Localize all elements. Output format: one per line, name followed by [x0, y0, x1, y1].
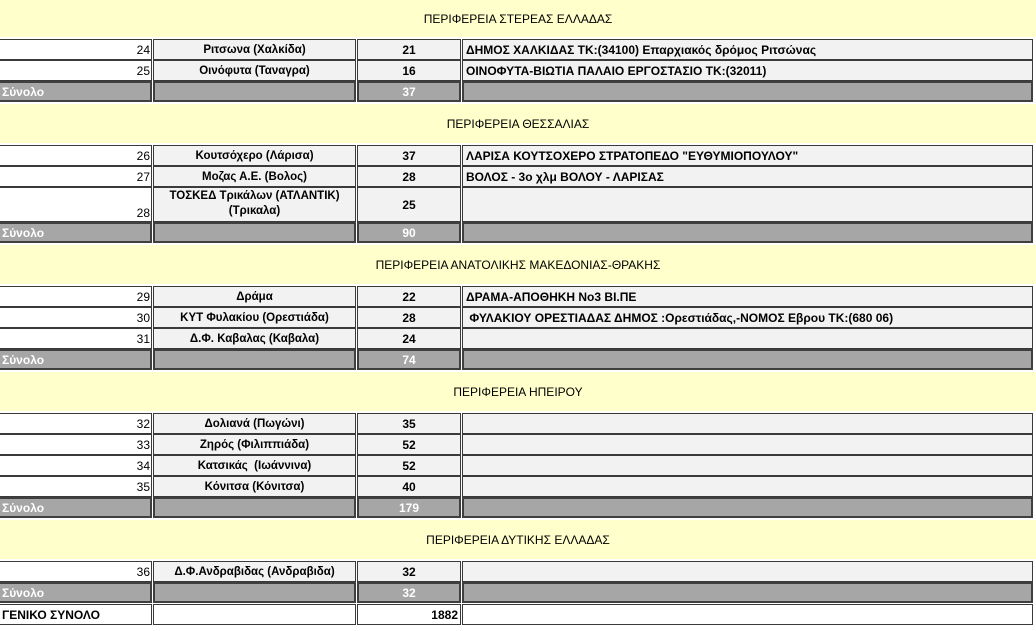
site-address: [462, 455, 1033, 476]
site-address: ΦΥΛΑΚΙΟΥ ΟΡΕΣΤΙΑΔΑΣ ΔΗΜΟΣ :Ορεστιάδας,-ΝΟΜΟΣ Εβρου ΤΚ:(680 06): [462, 307, 1033, 328]
region-header: [0, 104, 1036, 143]
region-title: ΠΕΡΙΦΕΡΕΙΑ ΣΤΕΡΕΑΣ ΕΛΛΑΔΑΣ: [423, 11, 613, 26]
total-label: Σύνολο: [0, 582, 152, 603]
row-number: 26: [0, 145, 152, 166]
table-row[interactable]: [0, 60, 1036, 81]
row-number: 31: [0, 328, 152, 349]
table-row[interactable]: [0, 413, 1036, 434]
table-row[interactable]: [0, 455, 1036, 476]
total-value: 179: [357, 497, 461, 518]
site-name: Κατσικάς (Ιωάννινα): [153, 455, 356, 476]
total-empty-cell: [153, 222, 356, 243]
region-title: ΠΕΡΙΦΕΡΕΙΑ ΗΠΕΙΡΟΥ: [453, 384, 583, 399]
site-address: [462, 328, 1033, 349]
total-row[interactable]: [0, 497, 1036, 518]
total-empty-cell: [153, 497, 356, 518]
total-empty-cell: [462, 349, 1033, 370]
total-label: Σύνολο: [0, 81, 152, 102]
site-name: Ριτσωνα (Χαλκίδα): [153, 39, 356, 60]
table-row[interactable]: [0, 328, 1036, 349]
site-name: Ζηρός (Φιλιππιάδα): [153, 434, 356, 455]
site-name: ΤΟΣΚΕΔ Τρικάλων (ΑΤΛΑΝΤΙΚ) (Τρικαλα): [153, 187, 356, 222]
row-number: 34: [0, 455, 152, 476]
total-row[interactable]: [0, 222, 1036, 243]
site-address: ΒΟΛΟΣ - 3ο χλμ ΒΟΛΟΥ - ΛΑΡΙΣΑΣ: [462, 166, 1033, 187]
site-value: 52: [357, 434, 461, 455]
total-empty-cell: [153, 81, 356, 102]
site-value: 52: [357, 455, 461, 476]
site-address: ΟΙΝΟΦΥΤΑ-ΒΙΩΤΙΑ ΠΑΛΑΙΟ ΕΡΓΟΣΤΑΣΙΟ ΤΚ:(32011): [462, 60, 1033, 81]
site-name: Δ.Φ.Ανδραβιδας (Ανδραβιδα): [153, 561, 356, 582]
total-value: 90: [357, 222, 461, 243]
grand-total-row[interactable]: [0, 604, 1036, 625]
total-empty-cell: [153, 582, 356, 603]
row-number: 27: [0, 166, 152, 187]
total-row[interactable]: [0, 81, 1036, 102]
site-name: Κόνιτσα (Κόνιτσα): [153, 476, 356, 497]
site-value: 35: [357, 413, 461, 434]
site-value: 24: [357, 328, 461, 349]
site-value: 40: [357, 476, 461, 497]
site-value: 32: [357, 561, 461, 582]
site-address: [462, 476, 1033, 497]
table-row[interactable]: [0, 39, 1036, 60]
region-header: [0, 372, 1036, 411]
site-address: [462, 434, 1033, 455]
total-label: Σύνολο: [0, 222, 152, 243]
table-row[interactable]: [0, 187, 1036, 222]
site-address: ΔΗΜΟΣ ΧΑΛΚΙΔΑΣ ΤΚ:(34100) Επαρχιακός δρόμος Ριτσώνας: [462, 39, 1033, 60]
total-value: 74: [357, 349, 461, 370]
site-address: [462, 561, 1033, 582]
table-row[interactable]: [0, 145, 1036, 166]
site-address: [462, 187, 1033, 222]
row-number: 29: [0, 286, 152, 307]
site-value: 21: [357, 39, 461, 60]
grand-total-empty-cell: [153, 604, 356, 625]
total-empty-cell: [462, 222, 1033, 243]
site-name: Δράμα: [153, 286, 356, 307]
table-row[interactable]: [0, 307, 1036, 328]
total-value: 32: [357, 582, 461, 603]
region-header: [0, 0, 1036, 37]
region-title: ΠΕΡΙΦΕΡΕΙΑ ΑΝΑΤΟΛΙΚΗΣ ΜΑΚΕΔΟΝΙΑΣ-ΘΡΑΚΗΣ: [375, 257, 661, 272]
table-row[interactable]: [0, 166, 1036, 187]
site-value: 28: [357, 307, 461, 328]
total-empty-cell: [462, 81, 1033, 102]
total-empty-cell: [153, 349, 356, 370]
site-name: Δ.Φ. Καβαλας (Καβαλα): [153, 328, 356, 349]
site-name: Κουτσόχερο (Λάρισα): [153, 145, 356, 166]
row-number: 35: [0, 476, 152, 497]
row-number: 28: [0, 187, 152, 222]
grand-total-value: 1882: [357, 604, 461, 625]
row-number: 25: [0, 60, 152, 81]
total-empty-cell: [462, 582, 1033, 603]
region-header: [0, 245, 1036, 284]
row-number: 30: [0, 307, 152, 328]
row-number: 32: [0, 413, 152, 434]
total-row[interactable]: [0, 582, 1036, 603]
row-number: 24: [0, 39, 152, 60]
site-name: ΚΥΤ Φυλακίου (Ορεστιάδα): [153, 307, 356, 328]
site-name: Οινόφυτα (Ταναγρα): [153, 60, 356, 81]
site-value: 28: [357, 166, 461, 187]
region-header: [0, 520, 1036, 559]
site-value: 16: [357, 60, 461, 81]
site-name: Μοζας Α.Ε. (Βολος): [153, 166, 356, 187]
site-value: 22: [357, 286, 461, 307]
site-value: 25: [357, 187, 461, 222]
region-title: ΠΕΡΙΦΕΡΕΙΑ ΘΕΣΣΑΛΙΑΣ: [446, 116, 590, 131]
grand-total-label: ΓΕΝΙΚΟ ΣΥΝΟΛΟ: [0, 604, 152, 625]
total-value: 37: [357, 81, 461, 102]
site-address: [462, 413, 1033, 434]
row-number: 33: [0, 434, 152, 455]
grand-total-empty-cell: [462, 604, 1033, 625]
total-label: Σύνολο: [0, 497, 152, 518]
table-row[interactable]: [0, 286, 1036, 307]
table-row[interactable]: [0, 476, 1036, 497]
site-name: Δολιανά (Πωγώνι): [153, 413, 356, 434]
total-row[interactable]: [0, 349, 1036, 370]
total-label: Σύνολο: [0, 349, 152, 370]
region-title: ΠΕΡΙΦΕΡΕΙΑ ΔΥΤΙΚΗΣ ΕΛΛΑΔΑΣ: [426, 532, 610, 547]
site-address: ΔΡΑΜΑ-ΑΠΟΘΗΚΗ Νο3 ΒΙ.ΠΕ: [462, 286, 1033, 307]
table-row[interactable]: [0, 434, 1036, 455]
table-row[interactable]: [0, 561, 1036, 582]
site-value: 37: [357, 145, 461, 166]
row-number: 36: [0, 561, 152, 582]
total-empty-cell: [462, 497, 1033, 518]
site-address: ΛΑΡΙΣΑ ΚΟΥΤΣΟΧΕΡΟ ΣΤΡΑΤΟΠΕΔΟ "ΕΥΘΥΜΙΟΠΟΥΛΟΥ": [462, 145, 1033, 166]
